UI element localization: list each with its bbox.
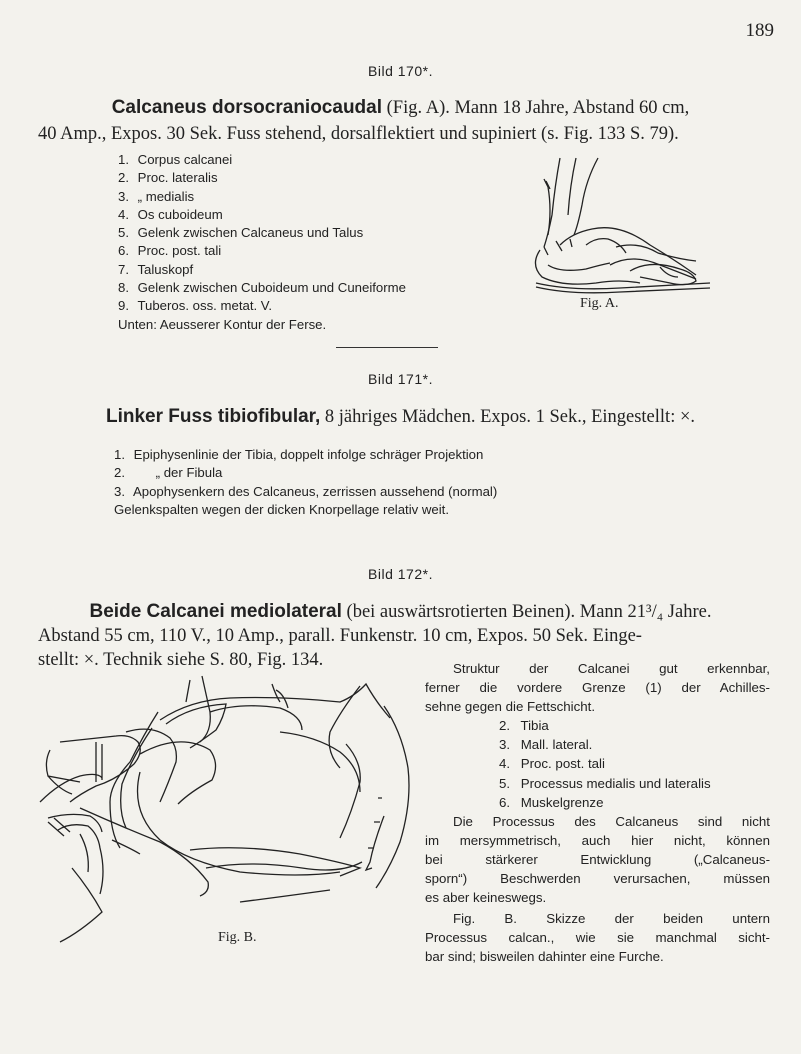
bild-172-label: Bild 172*. xyxy=(368,566,433,582)
bild-171-title-rest: 8 jähriges Mädchen. Expos. 1 Sek., Eingestellt: ×. xyxy=(320,407,696,427)
bild-172-title-rest: (bei auswärtsrotierten Beinen). Mann 21³/₄ Jahre. xyxy=(341,602,712,622)
legend-item: 1. Epiphysenlinie der Tibia, doppelt infolge schräger Projektion xyxy=(114,447,484,462)
bild-172-line2: Abstand 55 cm, 110 V., 10 Amp., parall. Funkenstr. 10 cm, Expos. 50 Sek. Einge- xyxy=(38,626,642,646)
bild-170-title-rest: (Fig. A). Mann 18 Jahre, Abstand 60 cm, xyxy=(382,98,690,118)
legend-item: 2. Proc. lateralis xyxy=(118,170,218,186)
legend-unten: Unten: Aeusserer Kontur der Ferse. xyxy=(118,316,327,332)
legend-item: 5. Gelenk zwischen Calcaneus und Talus xyxy=(118,225,364,241)
fig-a-caption: Fig. A. xyxy=(580,296,619,311)
legend-item: 1. Corpus calcanei xyxy=(118,152,233,167)
section-divider xyxy=(336,347,438,348)
legend-item: 3. „ medialis xyxy=(118,188,195,204)
fig-b-sketch xyxy=(40,672,420,942)
legend-item: 2. „ der Fibula xyxy=(114,465,223,481)
bild-170-label: Bild 170*. xyxy=(368,63,433,79)
legend-item: 9. Tuberos. oss. metat. V. xyxy=(118,298,273,314)
bild-172-line3: stellt: ×. Technik siehe S. 80, Fig. 134. xyxy=(38,650,324,670)
legend-item: 6. Muskelgrenze xyxy=(499,794,604,810)
bild-172-title xyxy=(0,601,801,623)
fig-a-sketch xyxy=(500,155,700,305)
legend-item: 3. Apophysenkern des Calcaneus, zerrissen aussehend (normal) xyxy=(114,483,498,499)
page-number: 189 xyxy=(745,20,774,41)
legend-item: 7. Taluskopf xyxy=(118,261,194,277)
bild-171-title-bold: Linker Fuss tibiofibular, xyxy=(105,406,321,427)
legend-item: 3. Mall. lateral. xyxy=(499,737,593,753)
bild-172-description: Struktur der Calcanei gut erkennbar, ferner die vordere Grenze (1) der Achilles- sehne gegen die Fettschicht. 2. Tibia 3. Mall. lateral. 4. Proc. post. tali 5. Processus medialis und lateralis 6. Muskelgrenze Die Processus des Calcaneus sind nicht im mersymmetrisch, auch hier nicht, können bei stärkerer Entwicklung („Calcaneus- sporn“) Beschwerden verursachen, müssen es aber keineswegs. Fig. B. Skizze der beiden untern Processus calcan., wie sie manchmal sicht- bar sind; bisweilen dahinter eine Furche. xyxy=(425,661,770,965)
legend-item: 5. Processus medialis und lateralis xyxy=(499,775,711,791)
legend-item: 4. Proc. post. tali xyxy=(499,756,605,772)
legend-note: Gelenkspalten wegen der dicken Knorpellage relativ weit. xyxy=(114,501,450,517)
bild-170-legend xyxy=(118,151,406,334)
bild-172-legend xyxy=(425,716,770,811)
bild-170-title xyxy=(0,97,801,119)
legend-item: 6. Proc. post. tali xyxy=(118,243,222,259)
bild-171-title xyxy=(0,406,801,428)
bild-171-legend xyxy=(114,446,497,519)
bild-170-line2: 40 Amp., Expos. 30 Sek. Fuss stehend, dorsalflektiert und supiniert (s. Fig. 133 S. 79). xyxy=(38,124,679,144)
bild-172-title-bold: Beide Calcanei mediolateral xyxy=(89,601,342,622)
fig-b-caption: Fig. B. xyxy=(218,930,257,945)
bild-171-label: Bild 171*. xyxy=(368,371,433,387)
legend-item: 8. Gelenk zwischen Cuboideum und Cuneiforme xyxy=(118,280,406,296)
legend-item: 4. Os cuboideum xyxy=(118,206,223,222)
bild-170-title-bold: Calcaneus dorsocraniocaudal xyxy=(111,97,383,118)
legend-item: 2. Tibia xyxy=(499,718,549,734)
